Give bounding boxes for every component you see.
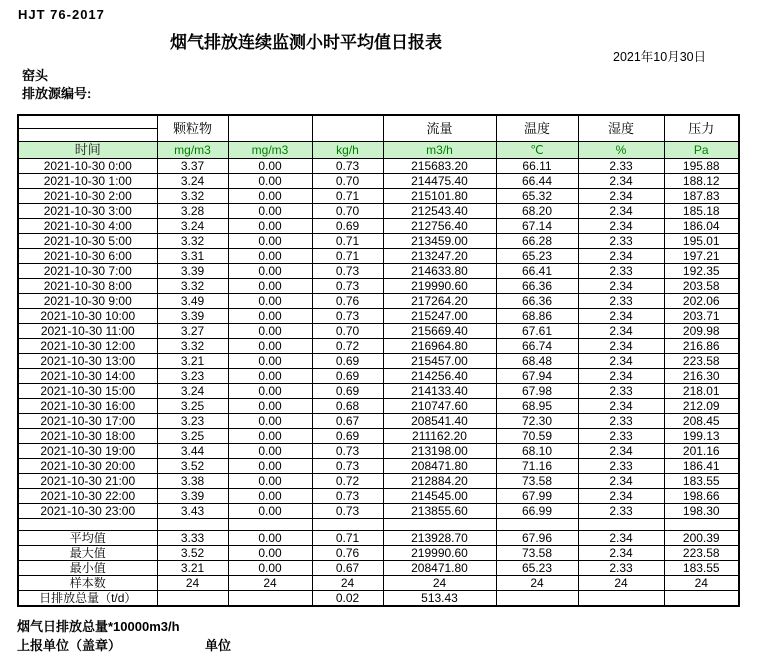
header-particulate: 颗粒物 — [157, 115, 228, 142]
cell-time: 2021-10-30 22:00 — [18, 489, 157, 504]
data-row — [18, 309, 739, 324]
cell-value: 0.00 — [228, 561, 312, 576]
cell-value: 0.71 — [312, 234, 383, 249]
cell-value: 195.01 — [664, 234, 739, 249]
cell-value: 3.32 — [157, 234, 228, 249]
cell-value: 216.86 — [664, 339, 739, 354]
cell-value: 215101.80 — [383, 189, 496, 204]
cell-value: 67.98 — [496, 384, 578, 399]
cell-value: 513.43 — [383, 591, 496, 607]
cell-value: 202.06 — [664, 294, 739, 309]
cell-value: 2.33 — [578, 294, 664, 309]
cell-value: 218.01 — [664, 384, 739, 399]
cell-time: 2021-10-30 9:00 — [18, 294, 157, 309]
cell-value: 0.70 — [312, 174, 383, 189]
summary-row — [18, 531, 739, 546]
data-row — [18, 489, 739, 504]
cell-value: 197.21 — [664, 249, 739, 264]
data-row — [18, 399, 739, 414]
cell-value — [383, 519, 496, 531]
cell-value — [578, 519, 664, 531]
cell-value: 0.00 — [228, 324, 312, 339]
cell-value: 2.33 — [578, 429, 664, 444]
cell-value: 3.23 — [157, 414, 228, 429]
cell-time: 2021-10-30 18:00 — [18, 429, 157, 444]
cell-value: 2.34 — [578, 309, 664, 324]
cell-value: 3.33 — [157, 531, 228, 546]
cell-value: 208471.80 — [383, 459, 496, 474]
data-row — [18, 339, 739, 354]
cell-value — [228, 591, 312, 607]
data-row — [18, 429, 739, 444]
cell-value: 2.33 — [578, 459, 664, 474]
cell-value: 0.00 — [228, 414, 312, 429]
cell-value: 3.39 — [157, 489, 228, 504]
data-row — [18, 159, 739, 174]
cell-value: 0.73 — [312, 159, 383, 174]
cell-value: 2.33 — [578, 414, 664, 429]
cell-value: 2.34 — [578, 249, 664, 264]
cell-value — [157, 591, 228, 607]
cell-value: 0.73 — [312, 504, 383, 519]
cell-value: 24 — [496, 576, 578, 591]
cell-value: 195.88 — [664, 159, 739, 174]
cell-value: 0.67 — [312, 561, 383, 576]
cell-time: 2021-10-30 16:00 — [18, 399, 157, 414]
cell-value: 2.34 — [578, 369, 664, 384]
cell-value: 0.00 — [228, 339, 312, 354]
summary-row — [18, 576, 739, 591]
flow-total-note: 烟气日排放总量*10000m3/h — [17, 619, 180, 634]
cell-value: 203.58 — [664, 279, 739, 294]
cell-value: 213198.00 — [383, 444, 496, 459]
cell-value: 0.00 — [228, 279, 312, 294]
cell-value: 0.73 — [312, 489, 383, 504]
data-row — [18, 459, 739, 474]
cell-value: 3.25 — [157, 399, 228, 414]
cell-value: 0.00 — [228, 294, 312, 309]
cell-value: 219990.60 — [383, 279, 496, 294]
table-body — [18, 115, 739, 606]
cell-value: 186.04 — [664, 219, 739, 234]
cell-value: 0.00 — [228, 489, 312, 504]
cell-value: 3.31 — [157, 249, 228, 264]
cell-value: 0.00 — [228, 531, 312, 546]
cell-value: 0.00 — [228, 399, 312, 414]
cell-value: 0.00 — [228, 159, 312, 174]
cell-value: 0.73 — [312, 279, 383, 294]
cell-value: 214256.40 — [383, 369, 496, 384]
cell-value: 24 — [383, 576, 496, 591]
cell-value: 2.34 — [578, 444, 664, 459]
cell-value: 217264.20 — [383, 294, 496, 309]
cell-value: 2.34 — [578, 204, 664, 219]
cell-value: 0.00 — [228, 309, 312, 324]
cell-value: 2.34 — [578, 399, 664, 414]
cell-value: 2.34 — [578, 531, 664, 546]
cell-value: 208541.40 — [383, 414, 496, 429]
cell-value: 3.32 — [157, 339, 228, 354]
cell-value — [664, 591, 739, 607]
unit-kgh: kg/h — [312, 142, 383, 159]
cell-value: 66.41 — [496, 264, 578, 279]
cell-value: 73.58 — [496, 546, 578, 561]
cell-value: 200.39 — [664, 531, 739, 546]
cell-value: 0.76 — [312, 294, 383, 309]
cell-value: 0.73 — [312, 459, 383, 474]
cell-value: 0.00 — [228, 429, 312, 444]
cell-value: 0.00 — [228, 459, 312, 474]
cell-time: 2021-10-30 21:00 — [18, 474, 157, 489]
cell-value: 3.24 — [157, 174, 228, 189]
cell-value: 203.71 — [664, 309, 739, 324]
cell-value: 68.95 — [496, 399, 578, 414]
cell-value: 3.23 — [157, 369, 228, 384]
summary-row — [18, 561, 739, 576]
cell-value: 183.55 — [664, 561, 739, 576]
cell-time: 2021-10-30 0:00 — [18, 159, 157, 174]
unit-m3h: m3/h — [383, 142, 496, 159]
cell-value: 0.00 — [228, 384, 312, 399]
cell-value — [312, 519, 383, 531]
time-column-header: 时间 — [18, 142, 157, 159]
summary-label: 样本数 — [18, 576, 157, 591]
cell-value: 213459.00 — [383, 234, 496, 249]
cell-value: 0.00 — [228, 264, 312, 279]
cell-value: 3.21 — [157, 561, 228, 576]
cell-value: 219990.60 — [383, 546, 496, 561]
cell-value: 24 — [578, 576, 664, 591]
cell-value: 3.43 — [157, 504, 228, 519]
cell-value: 214633.80 — [383, 264, 496, 279]
cell-value: 183.55 — [664, 474, 739, 489]
emission-source-label: 排放源编号: — [22, 86, 92, 101]
cell-value: 3.21 — [157, 354, 228, 369]
cell-value: 3.32 — [157, 279, 228, 294]
cell-value: 65.23 — [496, 561, 578, 576]
cell-value: 0.00 — [228, 189, 312, 204]
cell-value: 201.16 — [664, 444, 739, 459]
cell-value: 208471.80 — [383, 561, 496, 576]
cell-value: 216.30 — [664, 369, 739, 384]
cell-value: 3.24 — [157, 219, 228, 234]
data-row — [18, 504, 739, 519]
cell-time: 2021-10-30 17:00 — [18, 414, 157, 429]
cell-value — [578, 591, 664, 607]
cell-time: 2021-10-30 11:00 — [18, 324, 157, 339]
data-row — [18, 174, 739, 189]
cell-value: 0.00 — [228, 174, 312, 189]
cell-value: 212543.40 — [383, 204, 496, 219]
cell-value: 0.73 — [312, 264, 383, 279]
cell-value: 0.73 — [312, 444, 383, 459]
unit-mgm3-2: mg/m3 — [228, 142, 312, 159]
report-date: 2021年10月30日 — [613, 50, 707, 64]
cell-value — [496, 591, 578, 607]
cell-value: 0.73 — [312, 309, 383, 324]
header-flow: 流量 — [383, 115, 496, 142]
cell-value: 212756.40 — [383, 219, 496, 234]
cell-value: 24 — [664, 576, 739, 591]
cell-value — [157, 519, 228, 531]
cell-value: 2.34 — [578, 489, 664, 504]
cell-value: 2.34 — [578, 546, 664, 561]
site-name: 窑头 — [22, 68, 49, 83]
cell-value: 188.12 — [664, 174, 739, 189]
cell-time: 2021-10-30 19:00 — [18, 444, 157, 459]
cell-time: 2021-10-30 15:00 — [18, 384, 157, 399]
cell-value: 66.44 — [496, 174, 578, 189]
data-row — [18, 354, 739, 369]
cell-value: 2.34 — [578, 474, 664, 489]
cell-time: 2021-10-30 7:00 — [18, 264, 157, 279]
cell-value: 0.72 — [312, 339, 383, 354]
cell-value: 66.74 — [496, 339, 578, 354]
header-humidity: 湿度 — [578, 115, 664, 142]
data-row — [18, 324, 739, 339]
cell-value: 3.49 — [157, 294, 228, 309]
data-row — [18, 204, 739, 219]
cell-time: 2021-10-30 13:00 — [18, 354, 157, 369]
cell-value: 0.69 — [312, 369, 383, 384]
cell-value: 0.00 — [228, 219, 312, 234]
cell-value: 186.41 — [664, 459, 739, 474]
cell-value: 214545.00 — [383, 489, 496, 504]
cell-value: 3.39 — [157, 309, 228, 324]
cell-value: 3.25 — [157, 429, 228, 444]
cell-value: 67.99 — [496, 489, 578, 504]
page-title: 烟气排放连续监测小时平均值日报表 — [170, 33, 442, 52]
cell-value: 0.00 — [228, 474, 312, 489]
cell-value: 0.70 — [312, 204, 383, 219]
cell-value: 0.70 — [312, 324, 383, 339]
cell-value: 24 — [157, 576, 228, 591]
cell-value: 70.59 — [496, 429, 578, 444]
cell-value: 2.34 — [578, 339, 664, 354]
cell-value: 3.52 — [157, 459, 228, 474]
cell-value: 68.20 — [496, 204, 578, 219]
unit-celsius: ℃ — [496, 142, 578, 159]
cell-value: 211162.20 — [383, 429, 496, 444]
header-time-blank-top — [18, 115, 157, 129]
cell-value: 0.71 — [312, 531, 383, 546]
report-table — [17, 114, 740, 607]
cell-value: 215683.20 — [383, 159, 496, 174]
cell-value: 212.09 — [664, 399, 739, 414]
cell-value: 214475.40 — [383, 174, 496, 189]
header-blank-col3 — [228, 115, 312, 142]
cell-value: 68.10 — [496, 444, 578, 459]
cell-value: 66.99 — [496, 504, 578, 519]
cell-value: 213247.20 — [383, 249, 496, 264]
cell-value: 67.94 — [496, 369, 578, 384]
cell-time: 2021-10-30 8:00 — [18, 279, 157, 294]
cell-value: 2.34 — [578, 174, 664, 189]
data-row — [18, 474, 739, 489]
summary-label: 最小值 — [18, 561, 157, 576]
data-row — [18, 414, 739, 429]
cell-value: 185.18 — [664, 204, 739, 219]
unit-label: 单位 — [205, 638, 232, 653]
cell-value: 67.14 — [496, 219, 578, 234]
cell-value: 0.00 — [228, 504, 312, 519]
data-row — [18, 369, 739, 384]
cell-value: 215457.00 — [383, 354, 496, 369]
cell-value: 0.71 — [312, 249, 383, 264]
cell-value: 0.71 — [312, 189, 383, 204]
cell-value: 3.24 — [157, 384, 228, 399]
cell-value: 2.34 — [578, 324, 664, 339]
reporting-unit-label: 上报单位（盖章） — [17, 638, 122, 653]
cell-value: 0.69 — [312, 219, 383, 234]
cell-value: 65.23 — [496, 249, 578, 264]
cell-value: 67.96 — [496, 531, 578, 546]
cell-value: 0.72 — [312, 474, 383, 489]
data-row — [18, 219, 739, 234]
unit-pa: Pa — [664, 142, 739, 159]
cell-value: 214133.40 — [383, 384, 496, 399]
cell-value: 0.02 — [312, 591, 383, 607]
cell-value: 66.28 — [496, 234, 578, 249]
summary-row — [18, 591, 739, 607]
summary-label: 平均值 — [18, 531, 157, 546]
cell-time: 2021-10-30 4:00 — [18, 219, 157, 234]
cell-value: 198.30 — [664, 504, 739, 519]
cell-value: 2.33 — [578, 504, 664, 519]
cell-value: 2.34 — [578, 219, 664, 234]
cell-time: 2021-10-30 5:00 — [18, 234, 157, 249]
cell-value: 212884.20 — [383, 474, 496, 489]
cell-value: 3.27 — [157, 324, 228, 339]
cell-value: 0.00 — [228, 354, 312, 369]
cell-value: 0.00 — [228, 234, 312, 249]
header-temperature: 温度 — [496, 115, 578, 142]
cell-value: 73.58 — [496, 474, 578, 489]
header-group-row-top — [18, 115, 739, 129]
cell-value: 3.39 — [157, 264, 228, 279]
cell-value: 66.36 — [496, 294, 578, 309]
cell-time: 2021-10-30 10:00 — [18, 309, 157, 324]
cell-time: 2021-10-30 1:00 — [18, 174, 157, 189]
cell-value: 2.34 — [578, 279, 664, 294]
data-row — [18, 264, 739, 279]
cell-value: 208.45 — [664, 414, 739, 429]
cell-value — [228, 519, 312, 531]
cell-value: 0.69 — [312, 384, 383, 399]
cell-time: 2021-10-30 6:00 — [18, 249, 157, 264]
cell-value: 198.66 — [664, 489, 739, 504]
cell-value: 66.11 — [496, 159, 578, 174]
cell-value — [496, 519, 578, 531]
spacer-row — [18, 519, 739, 531]
header-pressure: 压力 — [664, 115, 739, 142]
header-time-blank-bottom — [18, 129, 157, 142]
cell-value: 223.58 — [664, 546, 739, 561]
cell-value: 0.00 — [228, 546, 312, 561]
cell-value: 67.61 — [496, 324, 578, 339]
cell-value: 199.13 — [664, 429, 739, 444]
unit-percent: % — [578, 142, 664, 159]
cell-value: 0.69 — [312, 429, 383, 444]
cell-value: 0.00 — [228, 369, 312, 384]
cell-value: 2.33 — [578, 561, 664, 576]
cell-value: 213855.60 — [383, 504, 496, 519]
cell-value: 3.38 — [157, 474, 228, 489]
cell-value: 209.98 — [664, 324, 739, 339]
cell-value: 0.00 — [228, 444, 312, 459]
data-row — [18, 444, 739, 459]
cell-value: 192.35 — [664, 264, 739, 279]
summary-label: 最大值 — [18, 546, 157, 561]
data-row — [18, 189, 739, 204]
cell-value: 223.58 — [664, 354, 739, 369]
cell-value: 68.48 — [496, 354, 578, 369]
cell-value: 2.33 — [578, 234, 664, 249]
cell-spacer — [18, 519, 157, 531]
cell-value: 71.16 — [496, 459, 578, 474]
cell-value: 65.32 — [496, 189, 578, 204]
cell-value: 0.67 — [312, 414, 383, 429]
cell-time: 2021-10-30 14:00 — [18, 369, 157, 384]
cell-value: 0.00 — [228, 249, 312, 264]
cell-value: 2.33 — [578, 264, 664, 279]
cell-value: 0.69 — [312, 354, 383, 369]
cell-value: 3.32 — [157, 189, 228, 204]
cell-value: 3.44 — [157, 444, 228, 459]
summary-label: 日排放总量（t/d） — [18, 591, 157, 607]
cell-value: 72.30 — [496, 414, 578, 429]
cell-value: 0.76 — [312, 546, 383, 561]
cell-value: 216964.80 — [383, 339, 496, 354]
cell-value: 2.34 — [578, 189, 664, 204]
cell-time: 2021-10-30 23:00 — [18, 504, 157, 519]
cell-time: 2021-10-30 3:00 — [18, 204, 157, 219]
cell-value: 215669.40 — [383, 324, 496, 339]
cell-value: 215247.00 — [383, 309, 496, 324]
data-row — [18, 384, 739, 399]
cell-time: 2021-10-30 2:00 — [18, 189, 157, 204]
cell-time: 2021-10-30 12:00 — [18, 339, 157, 354]
header-blank-col4 — [312, 115, 383, 142]
data-row — [18, 234, 739, 249]
cell-value: 3.52 — [157, 546, 228, 561]
cell-value: 213928.70 — [383, 531, 496, 546]
cell-value: 0.68 — [312, 399, 383, 414]
cell-value: 2.34 — [578, 354, 664, 369]
cell-value — [664, 519, 739, 531]
doc-code: HJT 76-2017 — [18, 7, 105, 22]
summary-row — [18, 546, 739, 561]
data-row — [18, 279, 739, 294]
cell-value: 68.86 — [496, 309, 578, 324]
cell-value: 3.28 — [157, 204, 228, 219]
cell-value: 24 — [228, 576, 312, 591]
cell-value: 2.33 — [578, 159, 664, 174]
unit-mgm3-1: mg/m3 — [157, 142, 228, 159]
cell-value: 3.37 — [157, 159, 228, 174]
header-unit-row — [18, 142, 739, 159]
cell-value: 187.83 — [664, 189, 739, 204]
cell-time: 2021-10-30 20:00 — [18, 459, 157, 474]
cell-value: 0.00 — [228, 204, 312, 219]
cell-value: 2.33 — [578, 384, 664, 399]
data-row — [18, 294, 739, 309]
cell-value: 66.36 — [496, 279, 578, 294]
data-row — [18, 249, 739, 264]
cell-value: 210747.60 — [383, 399, 496, 414]
cell-value: 24 — [312, 576, 383, 591]
